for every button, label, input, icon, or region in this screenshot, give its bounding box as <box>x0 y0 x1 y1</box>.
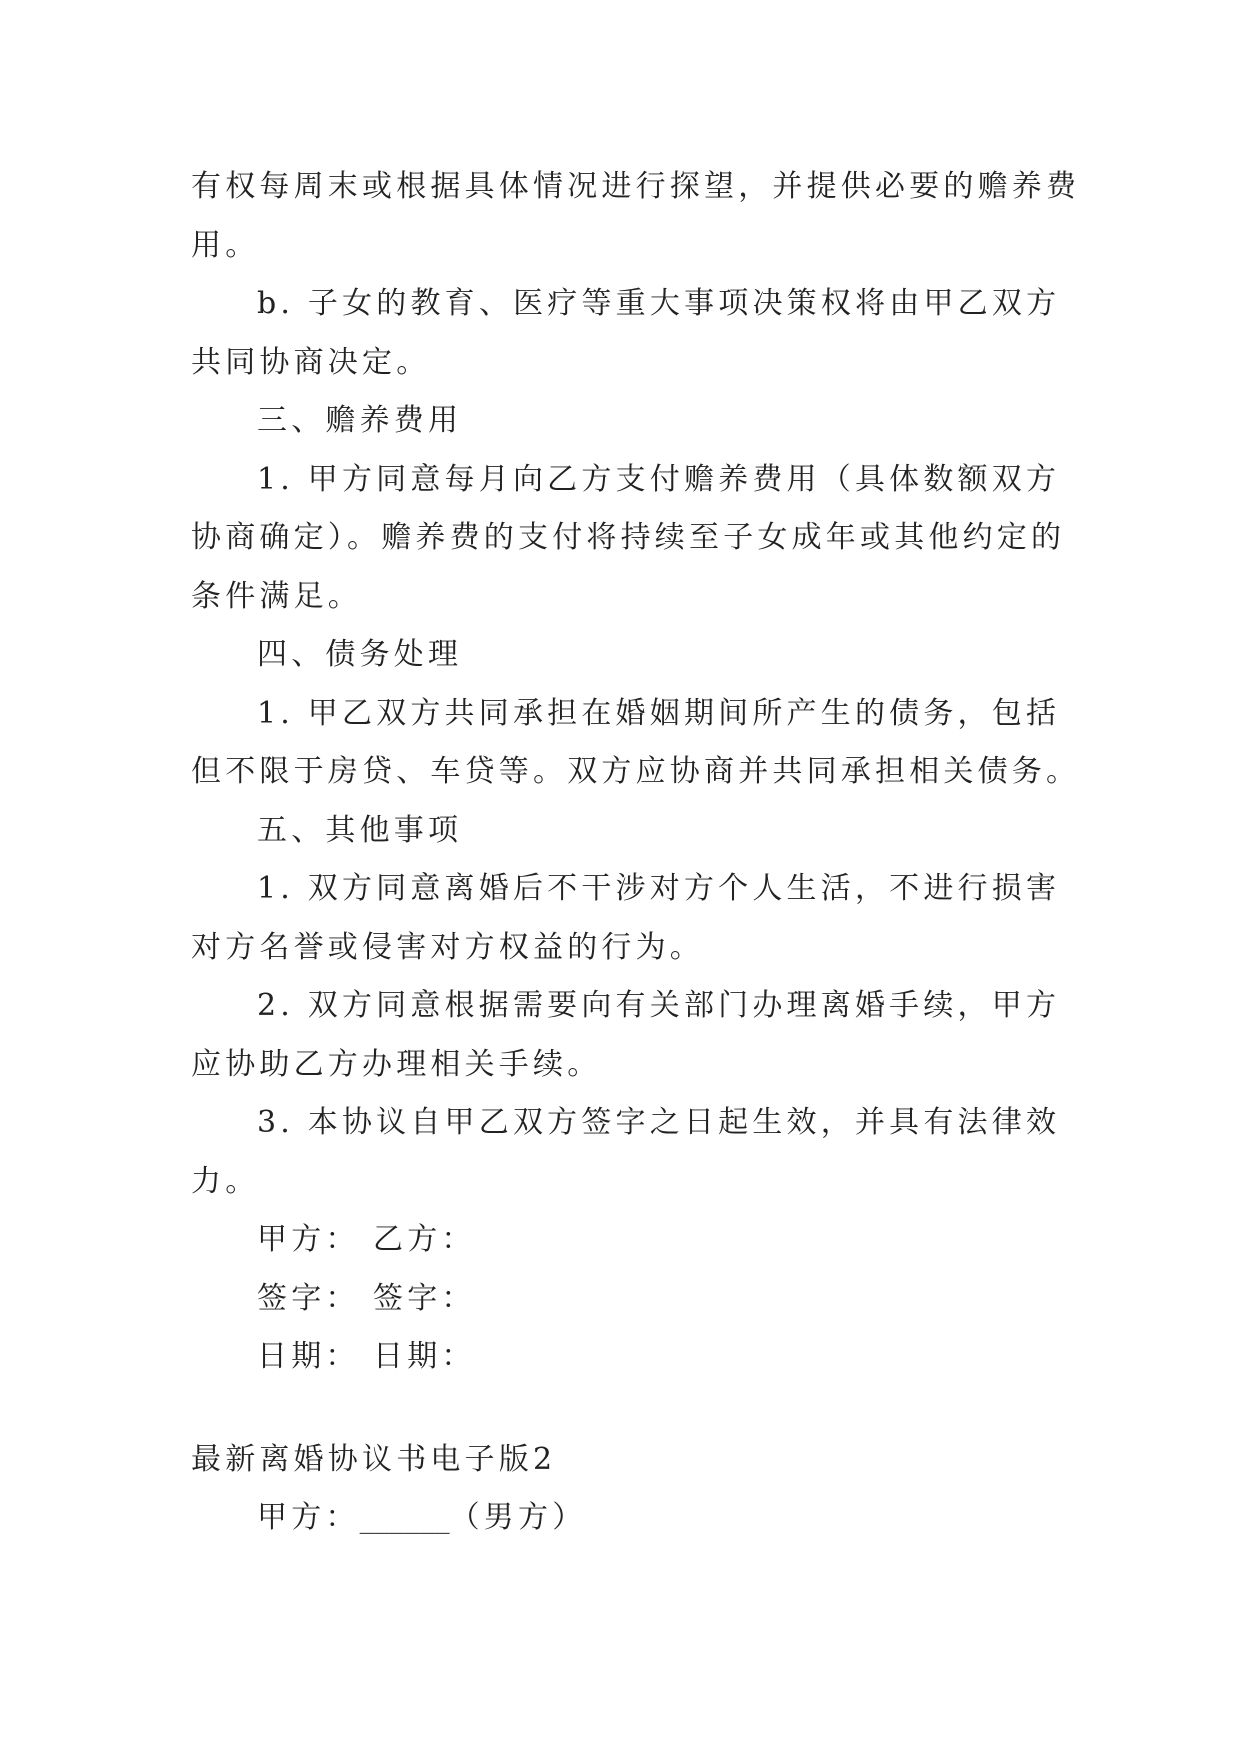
paragraph-line: 有权每周末或根据具体情况进行探望，并提供必要的赡养费 <box>191 169 1081 204</box>
paragraph-line: b. 子女的教育、医疗等重大事项决策权将由甲乙双方 <box>257 286 1061 321</box>
document-title: 最新离婚协议书电子版2 <box>191 1441 557 1477</box>
signature-row-party <box>191 1211 1061 1270</box>
party-a-note: （男方） <box>449 1500 587 1535</box>
paragraph-line: 协商确定）。赡养费的支付将持续至子女成年或其他约定的 <box>191 520 1066 555</box>
party-a-label: 甲方： <box>257 1500 360 1535</box>
section-heading: 五、其他事项 <box>257 812 463 848</box>
party-b-signature-label: 签字： <box>373 1280 476 1316</box>
party-b-label: 乙方： <box>373 1222 476 1257</box>
paragraph-line: 2. 双方同意根据需要向有关部门办理离婚手续，甲方 <box>257 988 1061 1023</box>
document-body <box>191 158 1081 1548</box>
paragraph-line: 1. 甲方同意每月向乙方支付赡养费用（具体数额双方 <box>257 461 1061 497</box>
paragraph-line: 1. 双方同意离婚后不干涉对方个人生活，不进行损害 <box>257 871 1061 906</box>
paragraph-line: 1. 甲乙双方共同承担在婚姻期间所产生的债务，包括 <box>257 695 1061 731</box>
section-spacer <box>191 1387 1061 1431</box>
section-heading: 三、赡养费用 <box>257 403 463 438</box>
paragraph-line: 力。 <box>191 1163 260 1199</box>
party-a-signature-label: 签字： <box>257 1280 360 1316</box>
paragraph-line: 但不限于房贷、车贷等。双方应协商并共同承担相关债务。 <box>191 754 1081 789</box>
paragraph-line: 对方名誉或侵害对方权益的行为。 <box>191 929 704 965</box>
party-a-date-label: 日期： <box>257 1339 360 1374</box>
party-b-date-label: 日期： <box>373 1339 476 1374</box>
party-a-line <box>191 1489 1061 1548</box>
party-a-label: 甲方： <box>257 1222 360 1257</box>
signature-row-sign <box>191 1270 1061 1329</box>
section-heading: 四、债务处理 <box>257 637 463 672</box>
paragraph-line: 用。 <box>191 227 260 263</box>
paragraph-line: 3. 本协议自甲乙双方签字之日起生效，并具有法律效 <box>257 1105 1061 1140</box>
signature-row-date <box>191 1328 1061 1387</box>
paragraph-line: 条件满足。 <box>191 578 362 614</box>
paragraph-line: 共同协商决定。 <box>191 344 431 380</box>
party-a-blank: ______ <box>359 1500 450 1535</box>
paragraph-line: 应协助乙方办理相关手续。 <box>191 1046 602 1082</box>
